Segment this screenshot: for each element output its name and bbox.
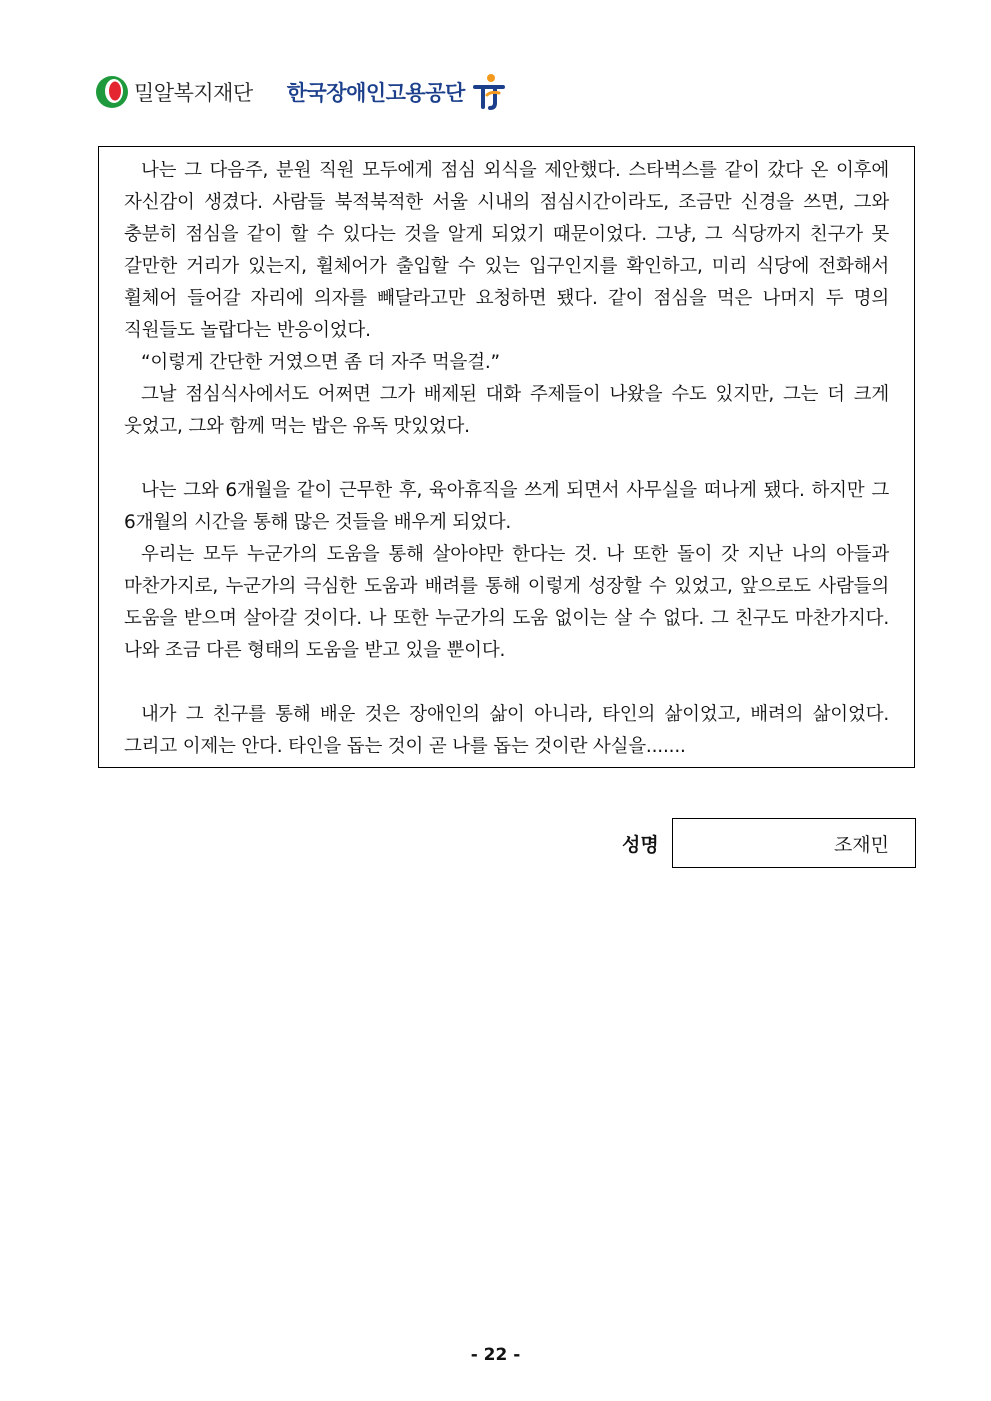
author-label: 성명 — [622, 833, 659, 856]
kead-logo — [287, 73, 507, 111]
paragraph-gap — [124, 443, 889, 475]
essay-paragraph: 내가 그 친구를 통해 배운 것은 장애인의 삶이 아니라, 타인의 삶이었고, 배려의 삶이었다. 그리고 이제는 안다. 타인을 돕는 것이 곧 나를 돕는 것이란 사실을....... — [124, 704, 889, 757]
paragraph-gap — [124, 667, 889, 699]
essay-paragraph: 그날 점심식사에서도 어쩌면 그가 배제된 대화 주제들이 나왔을 수도 있지만, 그는 더 크게 웃었고, 그와 함께 먹는 밥은 유독 맛있었다. — [124, 384, 889, 437]
milal-logo-text: 밀알복지재단 — [134, 81, 253, 105]
essay-paragraph: 우리는 모두 누군가의 도움을 통해 살아야만 한다는 것. 나 또한 돌이 갓 지난 나의 아들과 마찬가지로, 누군가의 극심한 도움과 배려를 통해 이렇게 성장할 수 있었고, 앞으로도 사람들의 도움을 받으며 살아갈 것이다. 나 또한 누군가의 도움 없이는 살 수 없다. 그 친구도 마찬가지다. 나와 조금 다른 형태의 도움을 받고 있을 뿐이다. — [124, 544, 889, 661]
kead-logo-text: 한국장애인고용공단 — [286, 81, 465, 105]
essay-paragraph: 나는 그와 6개월을 같이 근무한 후, 육아휴직을 쓰게 되면서 사무실을 떠나게 됐다. 하지만 그 6개월의 시간을 통해 많은 것들을 배우게 되었다. — [124, 480, 889, 533]
essay-paragraph: 나는 그 다음주, 분원 직원 모두에게 점심 외식을 제안했다. 스타벅스를 같이 갔다 온 이후에 자신감이 생겼다. 사람들 북적북적한 서울 시내의 점심시간이라도, 조금만 신경을 쓰면, 그와 충분히 점심을 같이 할 수 있다는 것을 알게 되었기 때문이었다. 그냥, 그 식당까지 친구가 못 갈만한 거리가 있는지, 휠체어가 출입할 수 있는 입구인지를 확인하고, 미리 식당에 전화해서 휠체어 들어갈 자리에 의자를 빼달라고만 요청하면 됐다. 같이 점심을 먹은 나머지 두 명의 직원들도 놀랍다는 반응이었다. — [124, 160, 889, 341]
milal-logo-icon — [94, 74, 130, 110]
author-name-box — [672, 818, 916, 868]
author-section — [622, 818, 916, 868]
essay-paragraph: “이렇게 간단한 거였으면 좀 더 자주 먹을걸.” — [141, 352, 500, 373]
milal-foundation-logo — [94, 74, 253, 110]
page-number: - 22 - — [470, 1345, 521, 1365]
kead-logo-icon — [471, 73, 507, 111]
essay-box — [98, 146, 915, 768]
author-name: 조재민 — [833, 833, 889, 856]
header — [94, 70, 507, 114]
